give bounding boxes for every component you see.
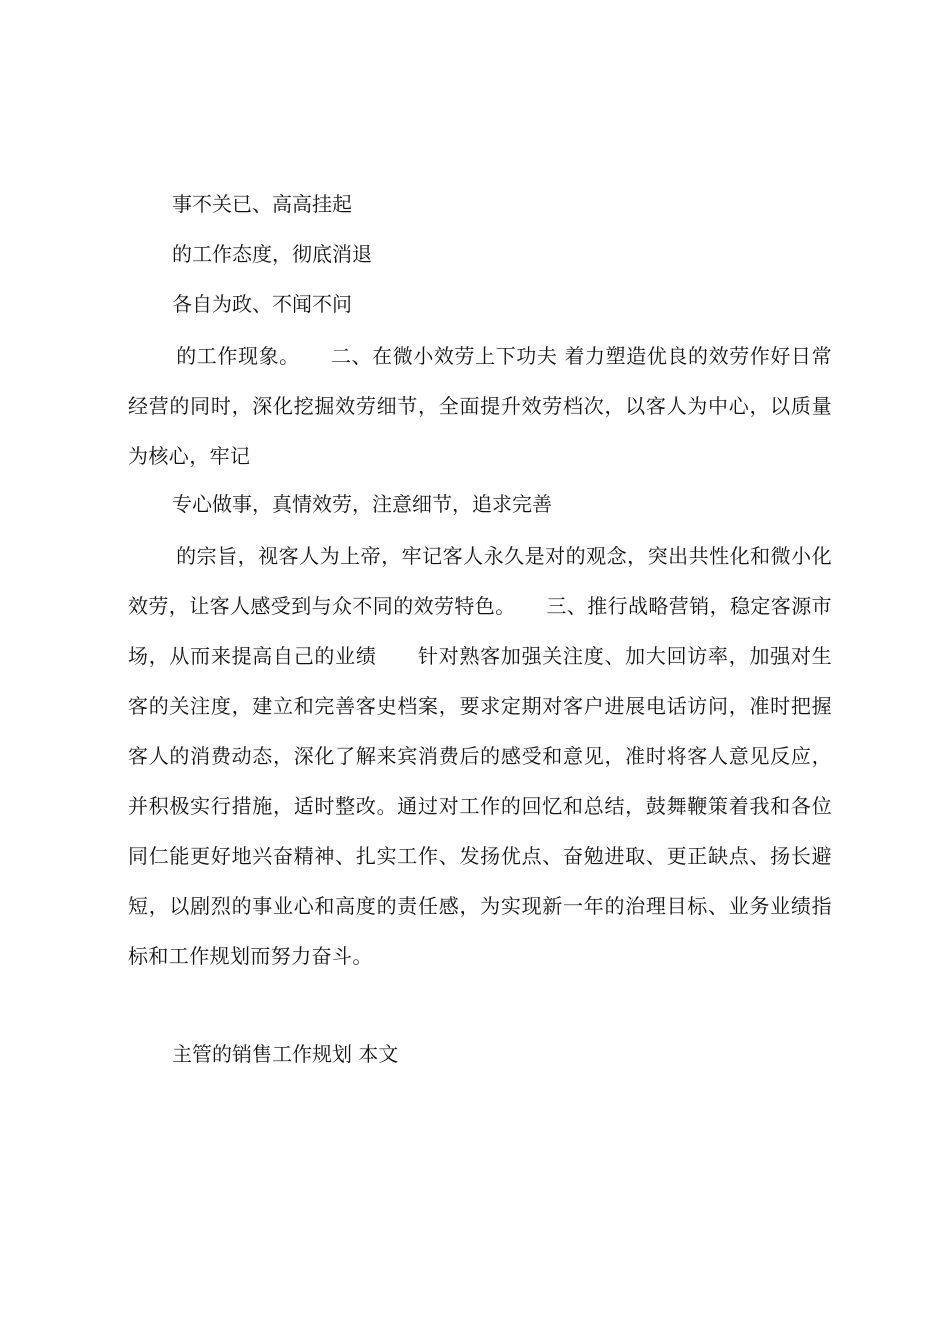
- motto-line: 专心做事，真情效劳，注意细节，追求完善: [172, 492, 552, 516]
- paragraph-1-text: 的工作现象。 二、在微小效劳上下功夫 着力塑造优良的效劳作好日常经营的同时，深化挖掘效劳细节，全面提升效劳档次，以客人为中心，以质量为核心，牢记: [128, 344, 832, 468]
- paragraph-1: [128, 331, 832, 481]
- text-line-2: 的工作态度，彻底消退: [172, 242, 372, 266]
- paragraph-2: [128, 531, 832, 981]
- footer-line: 主管的销售工作规划 本文: [172, 1042, 399, 1066]
- text-line-3: 各自为政、不闻不问: [172, 292, 352, 316]
- text-line-1: 事不关已、高高挂起: [172, 192, 352, 216]
- paragraph-2-text: 的宗旨，视客人为上帝，牢记客人永久是对的观念，突出共性化和微小化效劳，让客人感受到与众不同的效劳特色。 三、推行战略营销，稳定客源市场，从而来提高自己的业绩 针对熟客加强关注度、加大回访率，加强对生客的关注度，建立和完善客史档案，要求定期对客户进展电话访问，准时把握客人的消费动态，深化了解来宾消费后的感受和意见，准时将客人意见反应，并积极实行措施，适时整改。通过对工作的回忆和总结，鼓舞鞭策着我和各位同仁能更好地兴奋精神、扎实工作、发扬优点、奋勉进取、更正缺点、扬长避短，以剧烈的事业心和高度的责任感，为实现新一年的治理目标、业务业绩指标和工作规划而努力奋斗。: [128, 544, 832, 968]
